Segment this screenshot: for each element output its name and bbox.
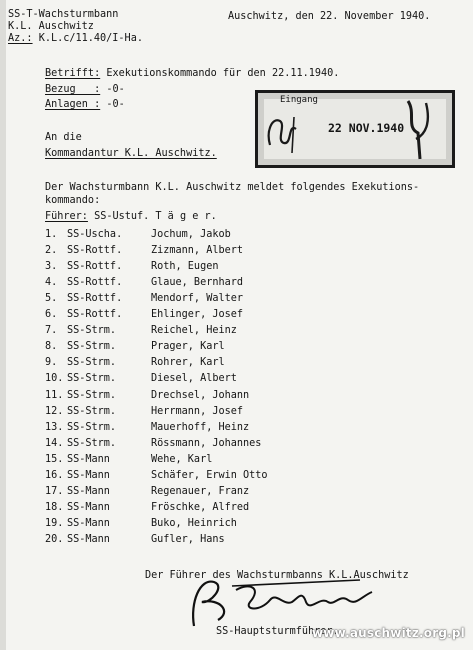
row-rank: SS-Mann bbox=[67, 501, 110, 513]
reference-value: K.L.c/11.40/I-Ha. bbox=[38, 33, 143, 44]
row-name: Mauerhoff, Heinz bbox=[151, 421, 250, 433]
row-number: 7. bbox=[45, 325, 58, 337]
watermark: www.auschwitz.org.pl bbox=[312, 626, 465, 640]
row-name: Glaue, Bernhard bbox=[151, 277, 244, 289]
body-line-2: kommando: bbox=[45, 195, 101, 206]
unit-name: SS-T-Wachsturmbann bbox=[8, 9, 119, 20]
attachments-line bbox=[45, 98, 125, 111]
row-name: Regenauer, Franz bbox=[151, 485, 250, 497]
row-number: 11. bbox=[45, 389, 64, 401]
bezug-label: Bezug : bbox=[45, 84, 101, 95]
row-name: Jochum, Jakob bbox=[151, 229, 231, 240]
row-name: Rohrer, Karl bbox=[151, 357, 225, 369]
stamp-date: 22 NOV.1940 bbox=[328, 121, 405, 135]
handwritten-signature bbox=[180, 572, 380, 630]
row-name: Drechsel, Johann bbox=[151, 389, 250, 401]
row-rank: SS-Mann bbox=[67, 453, 110, 465]
reference-line bbox=[8, 32, 143, 45]
row-number: 2. bbox=[45, 245, 58, 257]
anlagen-value: -0- bbox=[106, 99, 125, 110]
subject-value: Exekutionskommando für den 22.11.1940. bbox=[106, 68, 340, 79]
stamp-handwriting bbox=[258, 93, 452, 165]
place-date: Auschwitz, den 22. November 1940. bbox=[228, 11, 431, 22]
row-name: Roth, Eugen bbox=[151, 261, 219, 273]
row-rank: SS-Mann bbox=[67, 533, 110, 545]
row-name: Buko, Heinrich bbox=[151, 517, 237, 529]
row-rank: SS-Strm. bbox=[67, 389, 117, 401]
row-number: 13. bbox=[45, 421, 64, 433]
leader-line bbox=[45, 210, 217, 223]
row-rank: SS-Mann bbox=[67, 517, 110, 529]
anlagen-label: Anlagen : bbox=[45, 99, 101, 110]
row-rank: SS-Rottf. bbox=[67, 309, 123, 321]
row-number: 5. bbox=[45, 293, 58, 305]
row-rank: SS-Strm. bbox=[67, 341, 117, 353]
scan-edge bbox=[0, 0, 6, 650]
row-number: 6. bbox=[45, 309, 58, 321]
row-rank: SS-Uscha. bbox=[67, 229, 123, 240]
received-stamp bbox=[255, 90, 455, 168]
row-name: Reichel, Heinz bbox=[151, 325, 237, 337]
row-name: Gufler, Hans bbox=[151, 533, 225, 545]
bezug-value: -0- bbox=[106, 84, 125, 95]
row-number: 12. bbox=[45, 405, 64, 417]
reference-label: Az.: bbox=[8, 33, 33, 44]
row-name: Herrmann, Josef bbox=[151, 405, 244, 417]
row-number: 16. bbox=[45, 469, 64, 481]
row-number: 4. bbox=[45, 277, 58, 289]
row-rank: SS-Strm. bbox=[67, 357, 117, 369]
signature-title: Der Führer des Wachsturmbanns K.L.Auschwitz bbox=[145, 570, 409, 581]
recipient-line-1: An die bbox=[45, 132, 82, 143]
row-number: 10. bbox=[45, 373, 64, 385]
stamp-word: Eingang bbox=[280, 95, 318, 105]
row-number: 9. bbox=[45, 357, 58, 369]
row-number: 1. bbox=[45, 229, 58, 240]
reference-bezug-line bbox=[45, 83, 125, 96]
recipient-line-2: Kommandantur K.L. Auschwitz. bbox=[45, 148, 217, 159]
row-name: Mendorf, Walter bbox=[151, 293, 244, 305]
leader-value: SS-Ustuf. T ä g e r. bbox=[94, 211, 217, 222]
row-name: Ehlinger, Josef bbox=[151, 309, 244, 321]
row-number: 17. bbox=[45, 485, 64, 497]
row-rank: SS-Mann bbox=[67, 485, 110, 497]
row-number: 3. bbox=[45, 261, 58, 273]
signature-rank: SS-Hauptsturmführer. bbox=[216, 626, 339, 637]
row-rank: SS-Rottf. bbox=[67, 245, 123, 257]
body-line-1: Der Wachsturmbann K.L. Auschwitz meldet folgendes Exekutions- bbox=[45, 182, 420, 193]
row-rank: SS-Strm. bbox=[67, 437, 117, 449]
row-rank: SS-Rottf. bbox=[67, 277, 123, 289]
row-rank: SS-Strm. bbox=[67, 373, 117, 385]
row-rank: SS-Strm. bbox=[67, 405, 117, 417]
row-rank: SS-Rottf. bbox=[67, 293, 123, 305]
row-number: 15. bbox=[45, 453, 64, 465]
row-name: Prager, Karl bbox=[151, 341, 225, 353]
row-name: Rössmann, Johannes bbox=[151, 437, 262, 449]
leader-label: Führer: bbox=[45, 211, 88, 222]
row-rank: SS-Strm. bbox=[67, 421, 117, 433]
row-rank: SS-Strm. bbox=[67, 325, 117, 337]
row-number: 14. bbox=[45, 437, 64, 449]
row-number: 19. bbox=[45, 517, 64, 529]
row-name: Zizmann, Albert bbox=[151, 245, 244, 257]
row-rank: SS-Rottf. bbox=[67, 261, 123, 273]
camp-name: K.L. Auschwitz bbox=[8, 21, 94, 32]
row-number: 20. bbox=[45, 533, 64, 545]
row-name: Wehe, Karl bbox=[151, 453, 213, 465]
subject-label: Betrifft: bbox=[45, 68, 101, 79]
row-number: 18. bbox=[45, 501, 64, 513]
subject-line bbox=[45, 67, 339, 80]
row-rank: SS-Mann bbox=[67, 469, 110, 481]
row-name: Fröschke, Alfred bbox=[151, 501, 250, 513]
row-name: Schäfer, Erwin Otto bbox=[151, 469, 268, 481]
row-number: 8. bbox=[45, 341, 58, 353]
row-name: Diesel, Albert bbox=[151, 373, 237, 385]
